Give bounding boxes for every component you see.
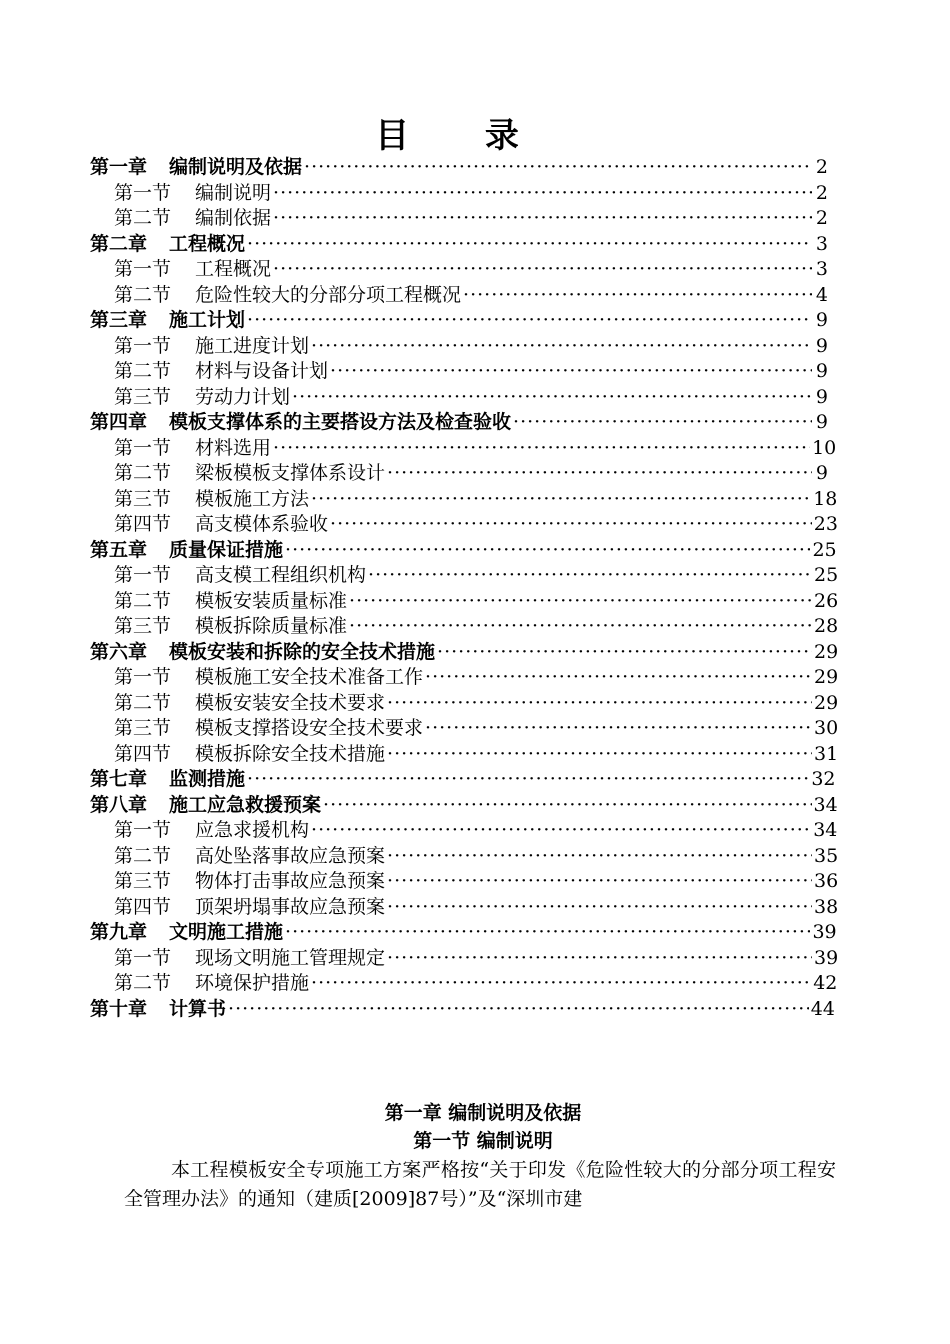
toc-page-number: 9 (815, 309, 828, 331)
toc-chapter-entry (90, 767, 836, 793)
toc-dot-leader (513, 410, 812, 436)
toc-page-number: 10 (812, 436, 837, 459)
toc-entry-label: 模板支撑搭设安全技术要求 (195, 717, 424, 739)
toc-chapter-entry (90, 308, 828, 334)
toc-page-number: 39 (814, 946, 839, 969)
toc-section-entry (90, 665, 839, 691)
toc-entry-label: 工程概况 (169, 232, 246, 255)
toc-entry-label: 编制说明及依据 (169, 156, 303, 178)
toc-entry-label: 危险性较大的分部分项工程概况 (195, 283, 462, 306)
body-paragraph: 本工程模板安全专项施工方案严格按“关于印发《危险性较大的分部分项工程安全管理办法》的通知（建质[2009]87号）”及“深圳市建 (124, 1159, 836, 1210)
toc-dot-leader (311, 818, 811, 844)
toc-entry-number: 第四节 (114, 513, 172, 535)
toc-entry-label: 模板安装质量标准 (195, 589, 348, 612)
toc-dot-leader (273, 181, 812, 207)
toc-section-entry (90, 257, 828, 283)
toc-dot-leader (387, 946, 812, 972)
toc-entry-label: 高支模工程组织机构 (195, 564, 367, 586)
toc-entry-number: 第六章 (90, 640, 148, 663)
toc-page-number: 29 (814, 691, 839, 714)
toc-entry-label: 模板拆除安全技术措施 (195, 742, 386, 765)
toc-page-number: 34 (813, 819, 838, 841)
toc-page-number: 38 (814, 895, 839, 918)
toc-dot-leader (311, 334, 812, 360)
toc-dot-leader (368, 563, 812, 589)
toc-dot-leader (304, 155, 812, 181)
toc-page-number: 32 (811, 768, 836, 790)
toc-section-entry (90, 181, 828, 207)
toc-section-entry (90, 385, 828, 411)
toc-entry-label: 劳动力计划 (195, 385, 291, 408)
toc-dot-leader (247, 232, 812, 258)
toc-section-entry (90, 589, 839, 615)
toc-section-entry (90, 716, 839, 742)
toc-dot-leader (463, 283, 812, 309)
toc-dot-leader (273, 257, 812, 283)
toc-dot-leader (437, 640, 812, 666)
toc-dot-leader (247, 767, 809, 793)
toc-entry-number: 第一节 (114, 181, 172, 204)
toc-entry-label: 文明施工措施 (169, 921, 284, 943)
toc-dot-leader (387, 869, 812, 895)
toc-section-entry (90, 895, 839, 921)
toc-section-entry (90, 512, 838, 538)
toc-page-number: 29 (814, 640, 839, 663)
toc-dot-leader (330, 359, 812, 385)
toc-entry-label: 质量保证措施 (169, 538, 284, 561)
toc-section-entry (90, 487, 838, 513)
toc-section-entry (90, 359, 828, 385)
toc-section-entry (90, 742, 839, 768)
toc-entry-number: 第十章 (90, 997, 148, 1020)
toc-entry-number: 第三节 (114, 870, 172, 892)
toc-entry-label: 工程概况 (195, 258, 272, 280)
toc-page-number: 30 (814, 717, 839, 739)
toc-entry-number: 第一节 (114, 436, 172, 459)
toc-entry-number: 第九章 (90, 921, 148, 943)
toc-page-number: 2 (815, 207, 828, 229)
toc-entry-number: 第四章 (90, 411, 148, 433)
toc-dot-leader (273, 206, 812, 232)
toc-entry-label: 环境保护措施 (195, 972, 310, 994)
toc-page-number: 23 (813, 513, 838, 535)
toc-dot-leader (323, 793, 812, 819)
toc-entry-number: 第二节 (114, 844, 172, 867)
toc-entry-label: 模板安装安全技术要求 (195, 691, 386, 714)
toc-entry-label: 模板支撑体系的主要搭设方法及检查验收 (169, 411, 512, 433)
toc-entry-label: 梁板模板支撑体系设计 (195, 462, 386, 484)
toc-dot-leader (387, 895, 812, 921)
toc-section-entry (90, 844, 839, 870)
toc-chapter-entry (90, 640, 839, 666)
toc-section-entry (90, 334, 828, 360)
toc-entry-label: 材料与设备计划 (195, 360, 329, 382)
toc-entry-label: 施工应急救援预案 (169, 793, 322, 816)
toc-section-entry (90, 206, 828, 232)
toc-entry-label: 模板安装和拆除的安全技术措施 (169, 640, 436, 663)
toc-entry-label: 模板施工安全技术准备工作 (195, 666, 424, 688)
toc-page-number: 36 (814, 870, 839, 892)
toc-entry-number: 第二节 (114, 589, 172, 612)
toc-entry-number: 第七章 (90, 768, 148, 790)
toc-chapter-entry (90, 232, 828, 258)
toc-section-entry (90, 691, 839, 717)
toc-page-number: 2 (815, 156, 828, 178)
toc-page-number: 3 (815, 232, 828, 255)
toc-chapter-entry (90, 155, 828, 181)
toc-entry-label: 材料选用 (195, 436, 272, 459)
toc-page-number: 26 (814, 589, 839, 612)
toc-dot-leader (228, 997, 809, 1023)
toc-chapter-entry (90, 538, 837, 564)
toc-entry-label: 模板拆除质量标准 (195, 615, 348, 637)
toc-section-entry (90, 818, 838, 844)
toc-entry-number: 第三节 (114, 717, 172, 739)
toc-page-number: 9 (815, 411, 828, 433)
toc-entry-label: 施工进度计划 (195, 334, 310, 357)
toc-dot-leader (387, 742, 812, 768)
toc-entry-number: 第八章 (90, 793, 148, 816)
toc-entry-label: 编制依据 (195, 207, 272, 229)
toc-page-number: 25 (814, 564, 839, 586)
toc-dot-leader (285, 920, 810, 946)
toc-section-entry (90, 614, 839, 640)
toc-entry-number: 第一节 (114, 819, 172, 841)
table-of-contents (90, 155, 839, 1022)
toc-entry-label: 高支模体系验收 (195, 513, 329, 535)
toc-entry-label: 计算书 (169, 997, 227, 1020)
section-heading: 第一节 编制说明 (413, 1130, 553, 1152)
toc-entry-label: 现场文明施工管理规定 (195, 946, 386, 969)
toc-entry-label: 编制说明 (195, 181, 272, 204)
toc-dot-leader (311, 971, 811, 997)
toc-section-entry (90, 971, 838, 997)
chapter-heading: 第一章 编制说明及依据 (384, 1102, 582, 1124)
toc-page-number: 2 (815, 181, 828, 204)
toc-entry-number: 第二节 (114, 283, 172, 306)
toc-page-number: 29 (814, 666, 839, 688)
toc-entry-number: 第一节 (114, 258, 172, 280)
toc-dot-leader (387, 461, 812, 487)
toc-dot-leader (349, 614, 812, 640)
toc-page-number: 3 (815, 258, 828, 280)
toc-page-number: 42 (813, 972, 838, 994)
toc-dot-leader (349, 589, 812, 615)
toc-entry-label: 应急求援机构 (195, 819, 310, 841)
toc-chapter-entry (90, 410, 828, 436)
toc-chapter-entry (90, 793, 838, 819)
toc-entry-number: 第三节 (114, 487, 172, 510)
toc-dot-leader (285, 538, 810, 564)
toc-page-number: 44 (810, 997, 835, 1020)
toc-entry-number: 第四节 (114, 895, 172, 918)
toc-entry-label: 顶架坍塌事故应急预案 (195, 895, 386, 918)
toc-entry-label: 监测措施 (169, 768, 246, 790)
toc-dot-leader (311, 487, 811, 513)
toc-entry-number: 第四节 (114, 742, 172, 765)
toc-section-entry (90, 946, 839, 972)
toc-page-number: 18 (813, 487, 838, 510)
toc-section-entry (90, 869, 839, 895)
toc-page-number: 4 (815, 283, 828, 306)
toc-title: 目 录 (375, 116, 551, 156)
toc-page-number: 9 (815, 462, 828, 484)
toc-entry-number: 第五章 (90, 538, 148, 561)
toc-entry-label: 物体打击事故应急预案 (195, 870, 386, 892)
toc-dot-leader (387, 691, 812, 717)
toc-page-number: 9 (815, 360, 828, 382)
toc-entry-label: 高处坠落事故应急预案 (195, 844, 386, 867)
toc-entry-number: 第三节 (114, 615, 172, 637)
toc-entry-number: 第二节 (114, 691, 172, 714)
toc-section-entry (90, 563, 839, 589)
toc-entry-number: 第一节 (114, 946, 172, 969)
toc-entry-number: 第二章 (90, 232, 148, 255)
toc-entry-number: 第二节 (114, 462, 172, 484)
toc-section-entry (90, 461, 828, 487)
toc-entry-number: 第二节 (114, 972, 172, 994)
toc-dot-leader (425, 716, 812, 742)
toc-dot-leader (292, 385, 812, 411)
toc-entry-number: 第二节 (114, 360, 172, 382)
toc-dot-leader (273, 436, 810, 462)
toc-entry-number: 第一节 (114, 334, 172, 357)
toc-page-number: 28 (814, 615, 839, 637)
toc-entry-label: 模板施工方法 (195, 487, 310, 510)
toc-chapter-entry (90, 997, 835, 1023)
toc-entry-number: 第三节 (114, 385, 172, 408)
toc-page-number: 9 (815, 334, 828, 357)
toc-page-number: 9 (815, 385, 828, 408)
toc-page-number: 25 (812, 538, 837, 561)
toc-dot-leader (425, 665, 812, 691)
toc-page-number: 31 (814, 742, 839, 765)
toc-section-entry (90, 283, 828, 309)
toc-entry-number: 第三章 (90, 309, 148, 331)
toc-section-entry (90, 436, 837, 462)
toc-page-number: 34 (813, 793, 838, 816)
toc-chapter-entry (90, 920, 837, 946)
toc-dot-leader (330, 512, 812, 538)
toc-entry-label: 施工计划 (169, 309, 246, 331)
toc-entry-number: 第一章 (90, 156, 148, 178)
toc-entry-number: 第二节 (114, 207, 172, 229)
toc-dot-leader (387, 844, 812, 870)
toc-page-number: 35 (814, 844, 839, 867)
toc-entry-number: 第一节 (114, 564, 172, 586)
toc-page-number: 39 (812, 921, 837, 943)
toc-dot-leader (247, 308, 812, 334)
toc-entry-number: 第一节 (114, 666, 172, 688)
